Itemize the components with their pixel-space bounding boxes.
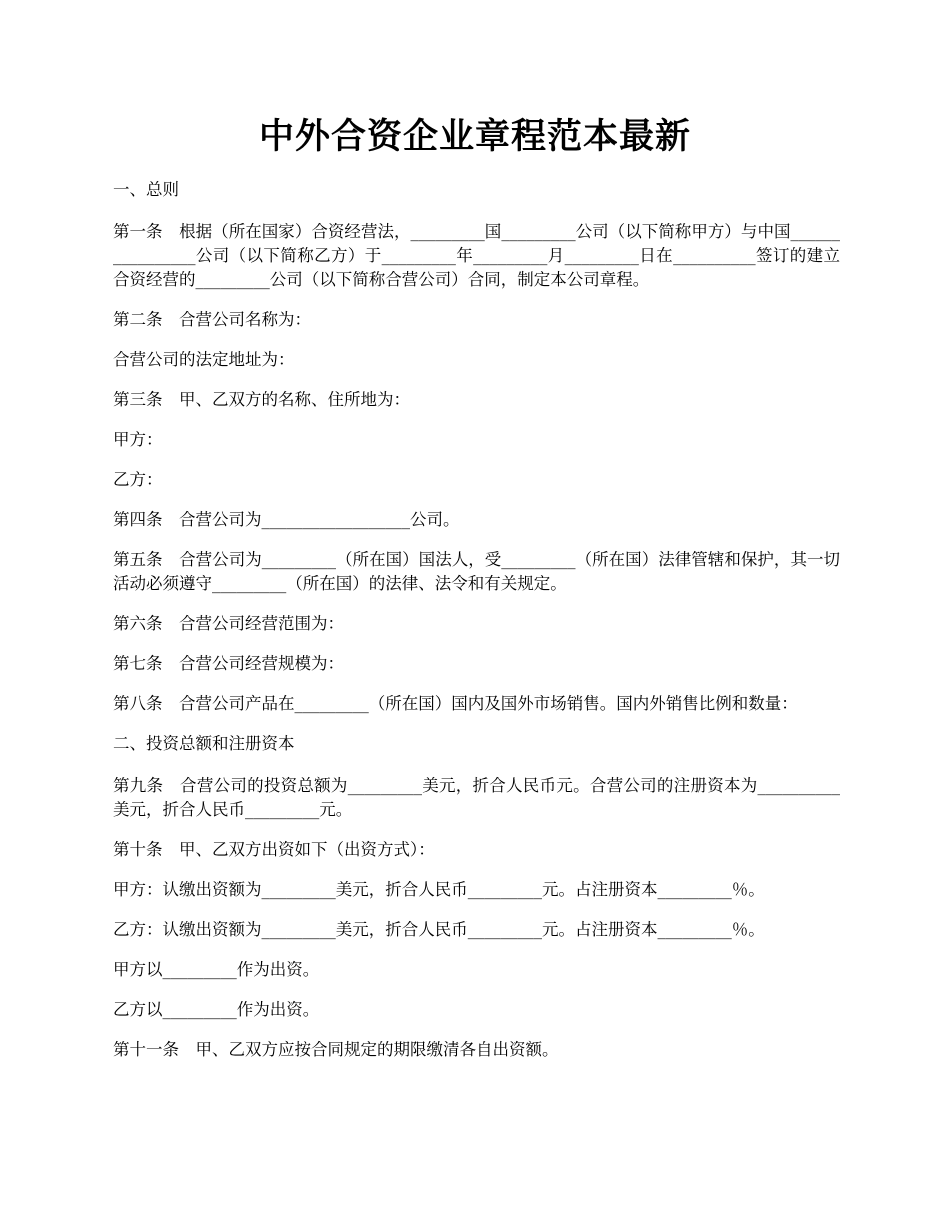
article-1: 第一条 根据（所在国家）合资经营法，_________国_________公司（以下简称甲方）与中国________________公司（以下简称乙方）于_________年_________月_________日在__________签订的建立合资经营的_________公司（以下简称合营公司）合同，制定本公司章程。 bbox=[113, 222, 840, 289]
article-3: 第三条 甲、乙双方的名称、住所地为： bbox=[113, 390, 410, 409]
article-8: 第八条 合营公司产品在_________（所在国）国内及国外市场销售。国内外销售比例和数量： bbox=[113, 694, 798, 713]
article-9: 第九条 合营公司的投资总额为_________美元，折合人民币元。合营公司的注册资本为__________美元，折合人民币_________元。 bbox=[113, 776, 840, 819]
party-b-contribution: 乙方：认缴出资额为_________美元，折合人民币_________元。占注册资本_________％。 bbox=[113, 920, 765, 939]
party-a-contribution: 甲方：认缴出资额为_________美元，折合人民币_________元。占注册资本_________％。 bbox=[113, 880, 765, 899]
document-body bbox=[113, 178, 840, 1078]
party-a-contribution-form: 甲方以_________作为出资。 bbox=[113, 960, 320, 979]
document-title: 中外合资企业章程范本最新 bbox=[258, 117, 691, 157]
article-4: 第四条 合营公司为__________________公司。 bbox=[113, 510, 460, 529]
article-2: 第二条 合营公司名称为： bbox=[113, 310, 311, 329]
section-heading-general: 一、总则 bbox=[113, 180, 179, 199]
article-11: 第十一条 甲、乙双方应按合同规定的期限缴清各自出资额。 bbox=[113, 1040, 559, 1059]
party-b-line: 乙方： bbox=[113, 470, 163, 489]
party-a-line: 甲方： bbox=[113, 430, 163, 449]
party-b-contribution-form: 乙方以_________作为出资。 bbox=[113, 1000, 320, 1019]
article-6: 第六条 合营公司经营范围为： bbox=[113, 614, 344, 633]
article-10: 第十条 甲、乙双方出资如下（出资方式）： bbox=[113, 840, 435, 859]
article-7: 第七条 合营公司经营规模为： bbox=[113, 654, 344, 673]
article-5: 第五条 合营公司为_________（所在国）国法人，受_________（所在国）法律管辖和保护，其一切活动必须遵守_________（所在国）的法律、法令和有关规定。 bbox=[113, 550, 840, 593]
section-heading-investment: 二、投资总额和注册资本 bbox=[113, 734, 295, 753]
legal-address: 合营公司的法定地址为： bbox=[113, 350, 295, 369]
